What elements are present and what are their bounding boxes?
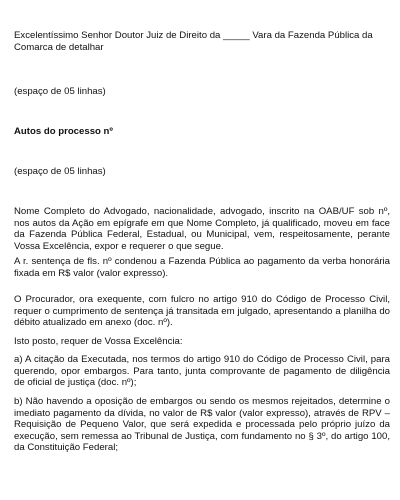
case-number-heading: Autos do processo nº bbox=[14, 126, 113, 137]
spacing-note-2: (espaço de 05 linhas) bbox=[14, 166, 106, 177]
spacing-note-1: (espaço de 05 linhas) bbox=[14, 86, 106, 97]
paragraph-sentence: A r. sentença de fls. nº condenou a Fazenda Pública ao pagamento da verba honorária fixada em R$ valor (valor expresso). bbox=[14, 256, 390, 279]
request-item-b: b) Não havendo a oposição de embargos ou sendo os mesmos rejeitados, determine o imediato pagamento da dívida, no valor de R$ valor (valor expresso), através de RPV – Requisição de Pequeno Valor, que será expedida e processada pelo próprio juízo da execução, sem remessa ao Tribunal de Justiça, com fundamento no § 3º, do artigo 100, da Constituição Federal; bbox=[14, 396, 390, 454]
paragraph-requests-lead: Isto posto, requer de Vossa Excelência: bbox=[14, 336, 183, 347]
paragraph-request: O Procurador, ora exequente, com fulcro no artigo 910 do Código de Processo Civil, requer o cumprimento de sentença já transitada em julgado, apresentando a planilha do débito atualizado em anexo (doc. nº). bbox=[14, 294, 390, 329]
court-address-header: Excelentíssimo Senhor Doutor Juiz de Direito da _____ Vara da Fazenda Pública da Comarca de detalhar bbox=[14, 30, 373, 53]
paragraph-intro: Nome Completo do Advogado, nacionalidade, advogado, inscrito na OAB/UF sob nº, nos autos da Ação em epígrafe em que Nome Completo, já qualificado, moveu em face da Fazenda Pública Federal, Estadual, ou Municipal, vem, respeitosamente, perante Vossa Excelência, expor e requerer o que segue. bbox=[14, 206, 390, 252]
request-item-a: a) A citação da Executada, nos termos do artigo 910 do Código de Processo Civil, para querendo, opor embargos. Para tanto, junta comprovante de pagamento de diligência de oficial de justiça (doc. nº); bbox=[14, 354, 390, 389]
